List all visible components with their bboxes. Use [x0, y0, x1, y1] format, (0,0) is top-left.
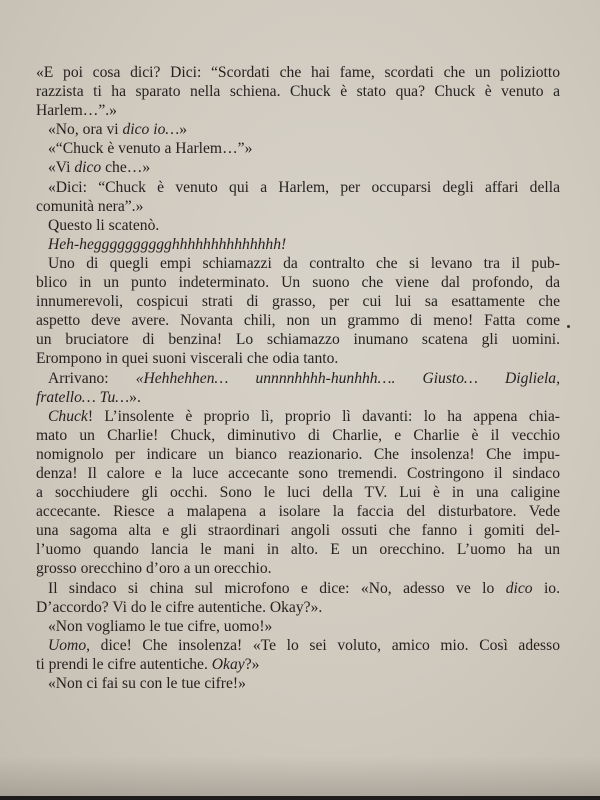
text-line: [36, 636, 560, 655]
text-run: , dice! Che insolenza! «Te lo sei voluto, amico mio. Così adesso: [86, 636, 560, 654]
text-line: [36, 388, 560, 407]
page-shadow: [0, 756, 600, 796]
paragraph: [36, 216, 560, 235]
text-line: [36, 369, 560, 388]
text-run: «Non ci fai su con le tue cifre!»: [48, 675, 246, 692]
text-run: »: [179, 121, 188, 139]
paper-speck: [567, 325, 570, 328]
italic-run: Okay: [211, 655, 245, 673]
paragraph: [36, 139, 560, 158]
text-line: [36, 178, 560, 197]
text-line: [36, 674, 560, 693]
text-run: Erompono in quei suoni viscerali che odia tanto.: [36, 350, 339, 368]
paragraph: [36, 235, 560, 254]
text-line: [36, 349, 560, 368]
italic-run: Uomo: [48, 636, 87, 654]
text-run: comunità nera”.»: [36, 197, 144, 215]
paragraph: [36, 636, 560, 674]
text-line: [36, 655, 560, 674]
text-run: «No, ora vi: [48, 121, 123, 139]
text-run: accecante. Riesce a malapena a isolare la faccia del disturbatore. Vede: [36, 503, 560, 521]
text-run: ti prendi le cifre autentiche.: [36, 655, 212, 673]
paragraph: [36, 369, 560, 407]
text-run: «E poi cosa dici? Dici: “Scordati che hai fame, scordati che un poliziotto: [36, 64, 560, 81]
text-run: «Dici: “Chuck è venuto qui a Harlem, per occuparsi degli affari della: [48, 178, 560, 196]
paragraph: [36, 407, 560, 579]
italic-run: dico: [74, 159, 102, 177]
text-line: [36, 445, 560, 464]
paragraph: [36, 254, 560, 369]
text-line: [36, 235, 560, 254]
text-run: blico in un punto indeterminato. Un suono che viene dal profondo, da: [36, 274, 560, 292]
italic-run: Heh-hegggggggggghhhhhhhhhhhhhh!: [48, 235, 287, 253]
italic-run: «Hehhehhen… unnnnhhhh-hunhhh…. Giusto… Digliela,: [135, 369, 560, 387]
text-line: [36, 197, 560, 216]
text-run: nomignolo per indicare un bianco reazionario. Che insolenza! Che impu-: [36, 445, 560, 463]
text-line: [36, 540, 560, 559]
paragraph: [36, 617, 560, 636]
text-line: [36, 464, 560, 483]
text-line: [36, 311, 560, 330]
text-line: [36, 82, 560, 101]
text-line: [36, 521, 560, 540]
text-run: razzista ti ha sparato nella schiena. Chuck è stato qua? Chuck è venuto a: [36, 83, 560, 101]
text-run: denza! Il calore e la luce accecante sono tremendi. Costringono il sindaco: [36, 464, 560, 482]
paragraph: [36, 674, 560, 693]
text-run: Arrivano:: [48, 369, 136, 387]
text-run: l’uomo quando lancia le mani in alto. E un orecchino. L’uomo ha un: [36, 541, 560, 559]
text-line: [36, 598, 560, 617]
text-line: [36, 120, 560, 139]
text-run: ?»: [244, 655, 260, 673]
text-line: [36, 426, 560, 445]
text-line: [36, 273, 560, 292]
italic-run: Chuck: [48, 407, 88, 425]
body-text: [36, 63, 560, 693]
text-line: [36, 101, 560, 120]
text-run: un bruciatore di benzina! Lo schiamazzo inumano scatena gli uomini.: [36, 331, 560, 349]
text-line: [36, 617, 560, 636]
text-line: [36, 407, 560, 426]
text-run: ! L’insolente è proprio lì, proprio lì davanti: lo ha appena chia-: [87, 407, 560, 425]
text-line: [36, 559, 560, 578]
text-run: mato un Charlie! Chuck, diminutivo di Charlie, e Charlie è il vecchio: [36, 426, 560, 444]
text-run: innumerevoli, cospicui strati di grasso, per cui lui sa esattamente che: [36, 293, 560, 311]
text-run: «Vi: [48, 159, 75, 177]
text-run: Harlem…”.»: [36, 102, 117, 120]
paragraph: [36, 579, 560, 617]
text-run: io.: [532, 579, 560, 597]
text-line: [36, 483, 560, 502]
text-run: Questo li scatenò.: [48, 216, 160, 234]
text-run: Uno di quegli empi schiamazzi da contralto che si levano tra il pub-: [48, 254, 560, 272]
text-line: [36, 579, 560, 598]
text-run: Il sindaco si china sul microfono e dice: «No, adesso ve lo: [48, 579, 506, 597]
text-run: «Non vogliamo le tue cifre, uomo!»: [48, 617, 273, 635]
text-run: che…»: [101, 159, 151, 177]
text-line: [36, 139, 560, 158]
italic-run: dico io…: [122, 121, 180, 139]
text-line: [36, 63, 560, 82]
text-line: [36, 330, 560, 349]
italic-run: fratello… Tu…: [36, 388, 130, 406]
paragraph: [36, 120, 560, 139]
text-run: grosso orecchino d’oro a un orecchio.: [36, 560, 272, 578]
text-line: [36, 254, 560, 273]
text-run: ».: [129, 388, 141, 406]
paragraph: [36, 178, 560, 216]
text-run: a socchiudere gli occhi. Sono le luci della TV. Lui è in una caligine: [36, 484, 560, 502]
text-run: una sagoma alta e gli straordinari angoli ossuti che fanno i gomiti del-: [36, 522, 560, 540]
paragraph: [36, 158, 560, 177]
text-line: [36, 216, 560, 235]
text-run: D’accordo? Vi do le cifre autentiche. Okay?».: [36, 598, 323, 616]
text-line: [36, 158, 560, 177]
text-line: [36, 292, 560, 311]
italic-run: dico: [505, 579, 533, 597]
text-line: [36, 502, 560, 521]
text-run: «“Chuck è venuto a Harlem…”»: [48, 140, 253, 158]
text-run: aspetto deve avere. Novanta chili, non un grammo di meno! Fatta come: [36, 312, 560, 330]
paragraph: [36, 63, 560, 120]
